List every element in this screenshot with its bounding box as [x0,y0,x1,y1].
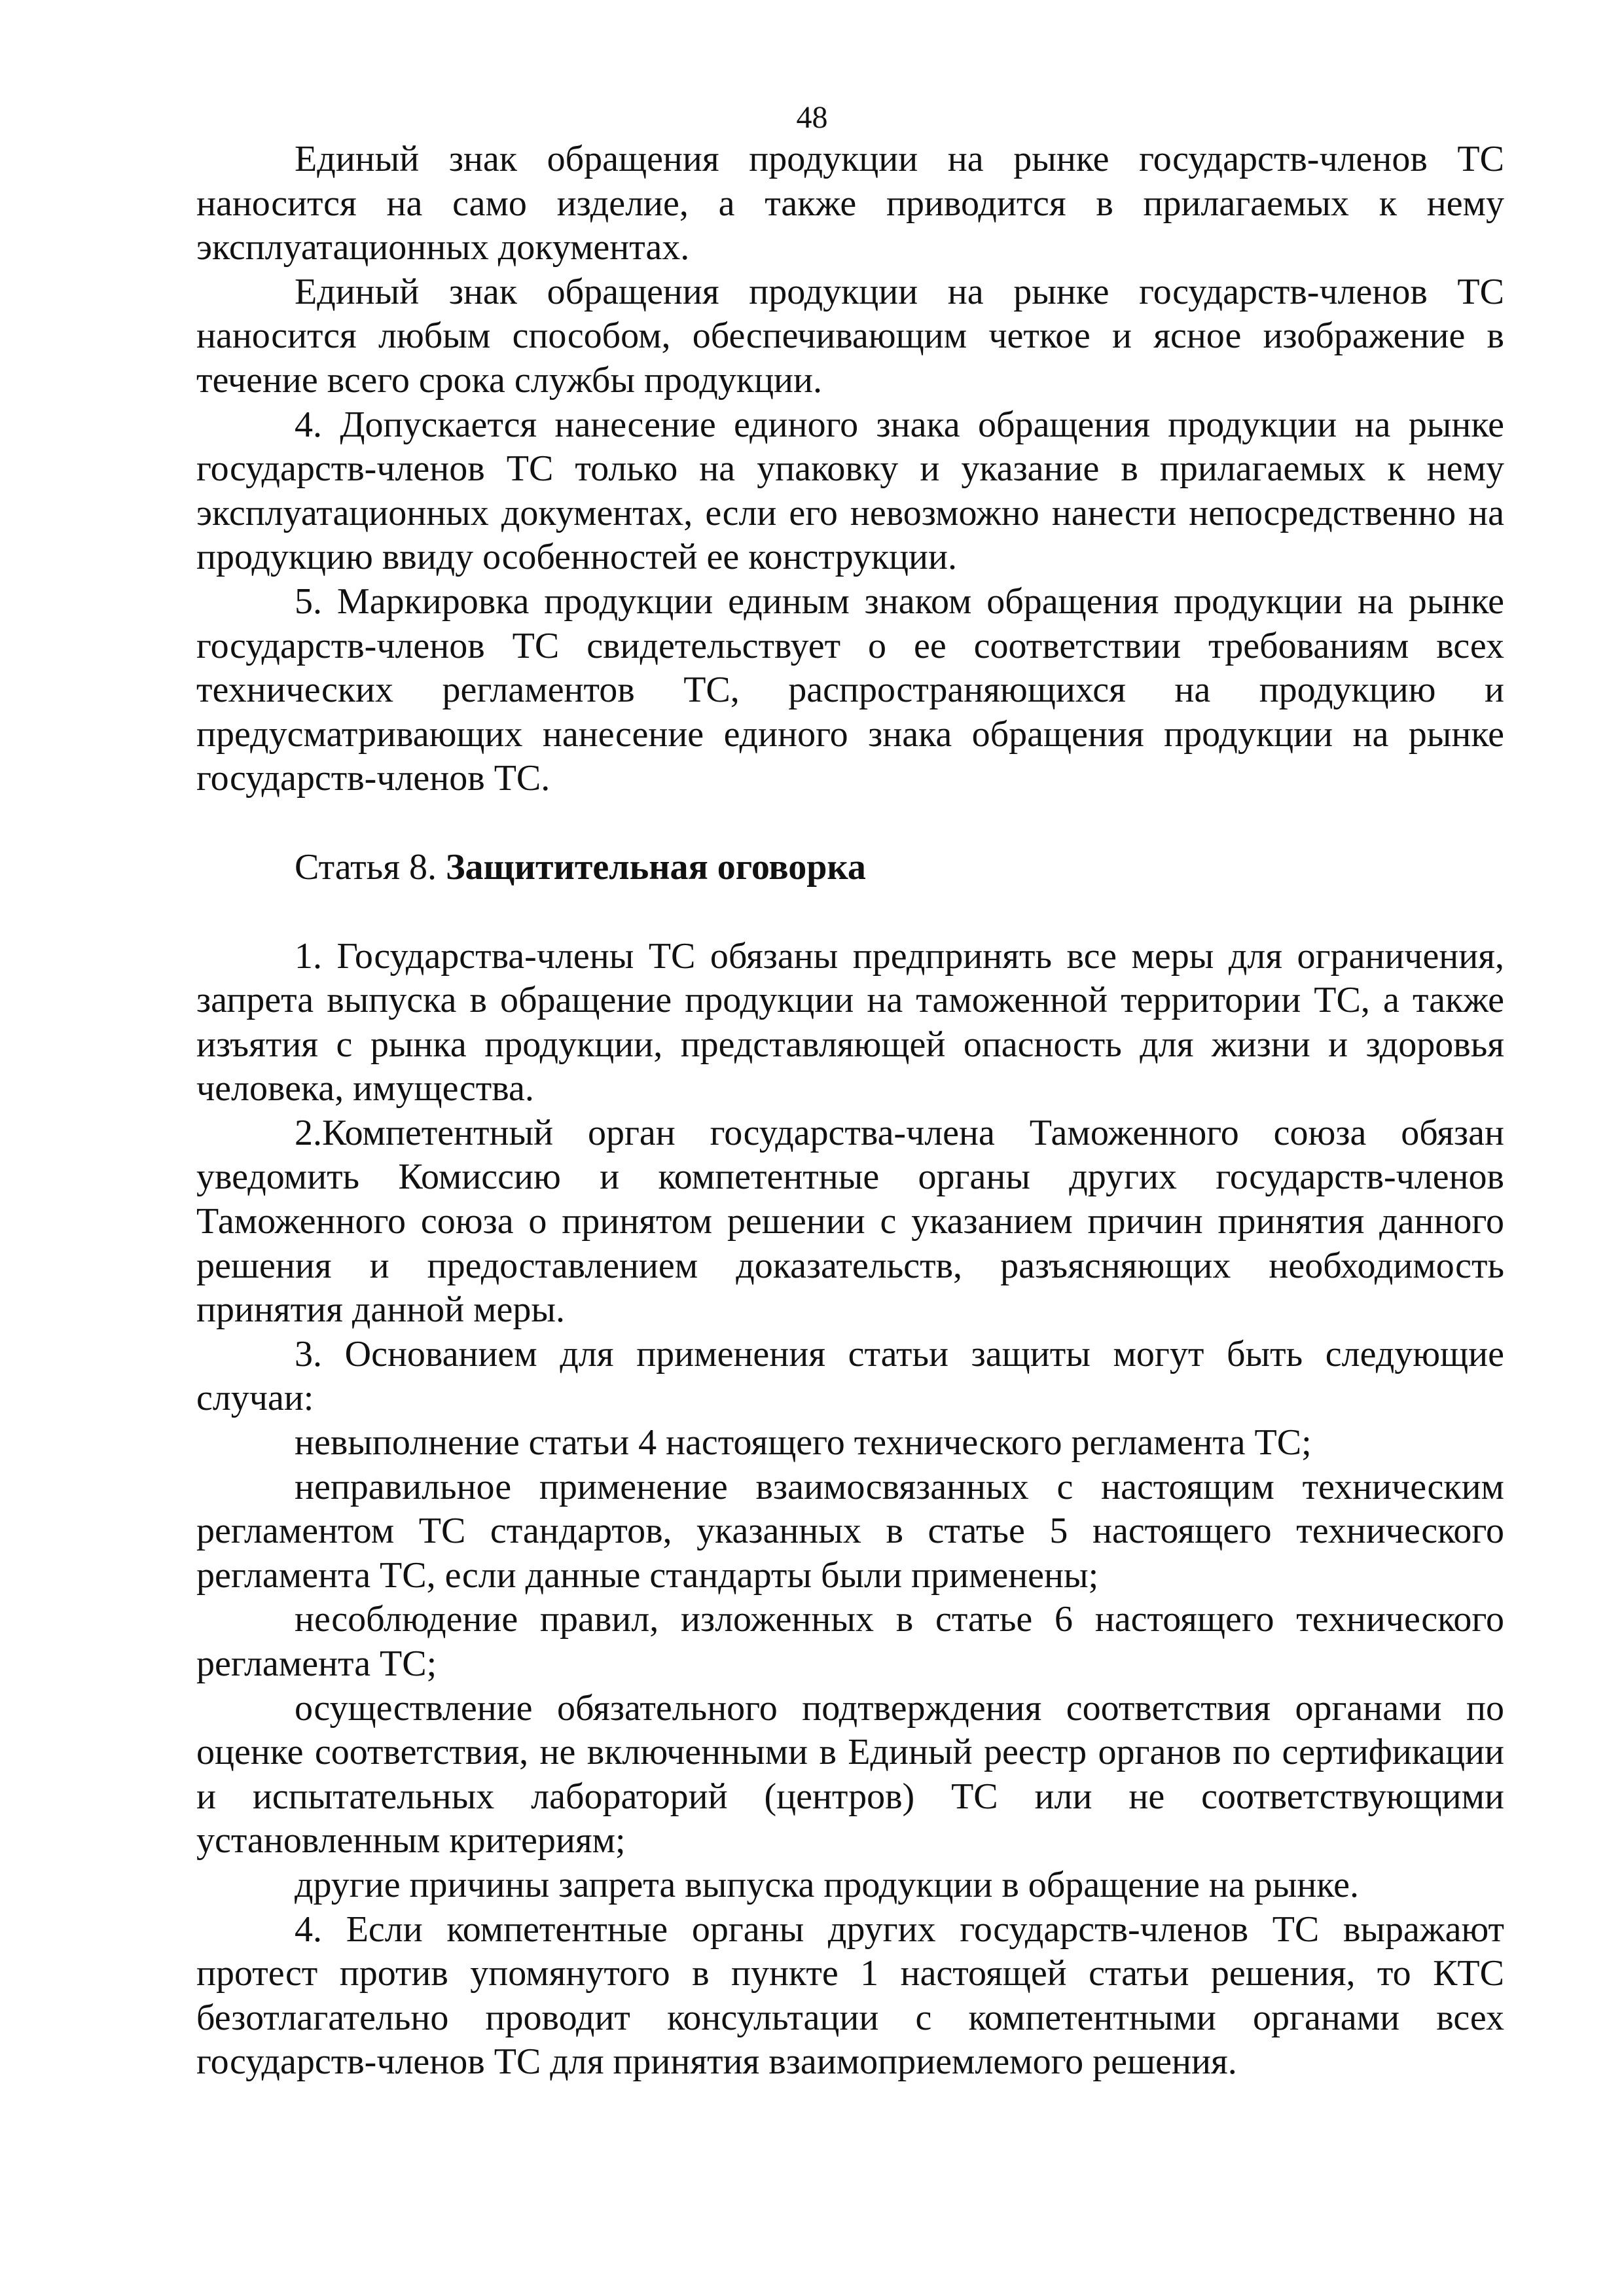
paragraph: 2.Компетентный орган государства-члена Таможенного союза обязан уведомить Комиссию и компетентные органы других государств-членов Таможенного союза о принятом решении с указанием причин принятия данного решения и предоставлением доказательств, разъясняющих необходимость принятия данной меры. [196,1112,1504,1331]
article-heading [196,846,1504,890]
paragraph: Единый знак обращения продукции на рынке государств-членов ТС наносится любым способом, обеспечивающим четкое и ясное изображение в течение всего срока службы продукции. [196,271,1504,401]
article-title: Защитительная оговорка [445,846,866,888]
paragraph: 3. Основанием для применения статьи защиты могут быть следующие случаи: [196,1333,1504,1419]
list-item: другие причины запрета выпуска продукции в обращение на рынке. [295,1864,1359,1905]
list-item: осуществление обязательного подтверждения соответствия органами по оценке соответствия, не включенными в Единый реестр органов по сертификации и испытательных лабораторий (центров) ТС или не соответствующими установленным критериям; [196,1687,1504,1861]
paragraph: 4. Допускается нанесение единого знака обращения продукции на рынке государств-членов ТС только на упаковку и указание в прилагаемых к нему эксплуатационных документах, если его невозможно нанести непосредственно на продукцию ввиду особенностей ее конструкции. [196,404,1504,578]
article-number: Статья 8. [295,846,437,888]
page-content [196,137,1504,2085]
paragraph: Единый знак обращения продукции на рынке государств-членов ТС наносится на само изделие, а также приводится в прилагаемых к нему эксплуатационных документах. [196,139,1504,268]
paragraph: 1. Государства-члены ТС обязаны предпринять все меры для ограничения, запрета выпуска в обращение продукции на таможенной территории ТС, а также изъятия с рынка продукции, представляющей опасность для жизни и здоровья человека, имущества. [196,935,1504,1109]
paragraph: 5. Маркировка продукции единым знаком обращения продукции на рынке государств-членов ТС свидетельствует о ее соответствии требованиям всех технических регламентов ТС, распространяющихся на продукцию и предусматривающих нанесение единого знака обращения продукции на рынке государств-членов ТС. [196,581,1504,799]
list-item: невыполнение статьи 4 настоящего технического регламента ТС; [295,1422,1312,1463]
list-item: несоблюдение правил, изложенных в статье 6 настоящего технического регламента ТС; [196,1599,1504,1684]
list-item: неправильное применение взаимосвязанных с настоящим техническим регламентом ТС стандартов, указанных в статье 5 настоящего технического регламента ТС, если данные стандарты были применены; [196,1466,1504,1596]
paragraph: 4. Если компетентные органы других государств-членов ТС выражают протест против упомянутого в пункте 1 настоящей статьи решения, то КТС безотлагательно проводит консультации с компетентными органами всех государств-членов ТС для принятия взаимоприемлемого решения. [196,1909,1504,2083]
page-number: 48 [796,100,828,135]
